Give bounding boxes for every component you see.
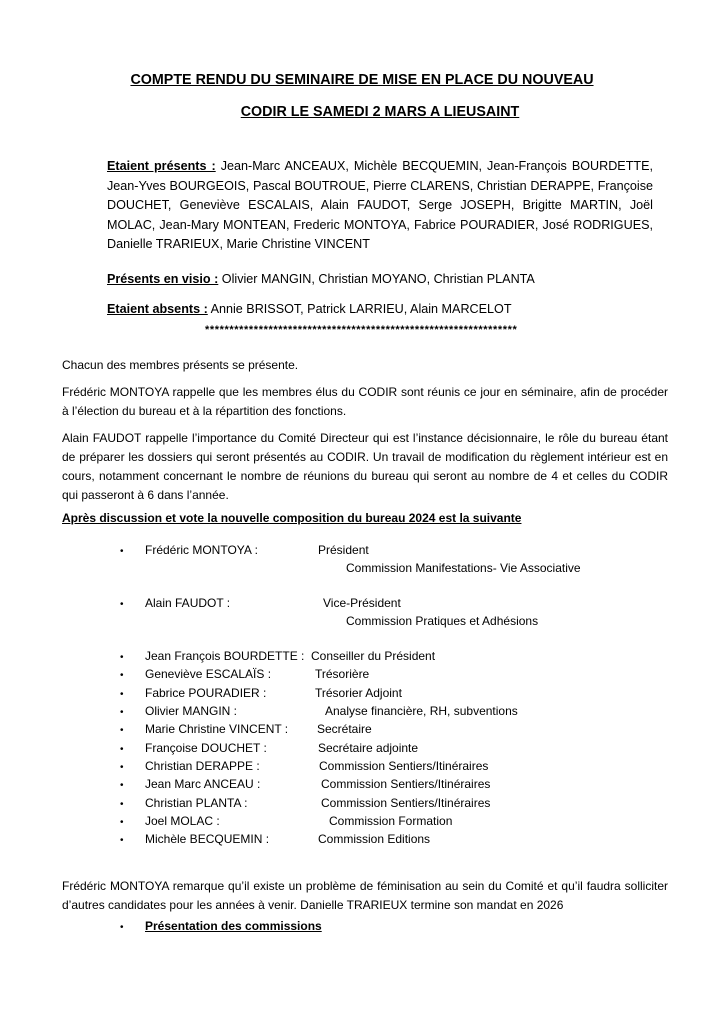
board-member-name: Marie Christine VINCENT : [145,722,289,736]
board-composition-heading: Après discussion et vote la nouvelle composition du bureau 2024 est la suivante [62,511,522,525]
board-member-role: Secrétaire adjointe [318,741,419,755]
board-member-role: Trésorier Adjoint [315,686,402,700]
bullet-icon: • [120,799,124,810]
paragraph-feminisation: Frédéric MONTOYA remarque qu’il existe un problème de féminisation au sein du Comité et qu’il faudra solliciter d’autres candidates pour les années à venir. Danielle TRARIEUX termine son mandat en 2026 [62,879,668,912]
board-member-name: Alain FAUDOT : [145,596,231,610]
board-member-role: Analyse financière, RH, subventions [325,704,518,718]
absent-attendees [107,302,512,316]
present-names: Jean-Marc ANCEAUX, Michèle BECQUEMIN, Jean-François BOURDETTE, Jean-Yves BOURGEOIS, Pascal BOUTROUE, Pierre CLARENS, Christian DERAPPE, Françoise DOUCHET, Geneviève ESCALAIS, Alain FAUDOT, Serge JOSEPH, Brigitte MARTIN, Joël MOLAC, Jean-Mary MONTEAN, Frederic MONTOYA, Fabrice POURADIER, José RODRIGUES, Danielle TRARIEUX, Marie Christine VINCENT [107,159,653,251]
bullet-icon: • [120,817,124,828]
board-member-name: Geneviève ESCALAÏS : [145,667,272,681]
board-member-role: Commission Editions [318,832,431,846]
bullet-icon: • [120,670,124,681]
bullet-icon: • [120,922,124,933]
board-member-role: Commission Formation [329,814,453,828]
document-title-line1: COMPTE RENDU DU SEMINAIRE DE MISE EN PLACE DU NOUVEAU [130,72,594,88]
board-member-name: Christian PLANTA : [145,796,248,810]
bullet-icon: • [120,652,124,663]
bullet-icon: • [120,546,124,557]
paragraph-seminar-purpose: Frédéric MONTOYA rappelle que les membres élus du CODIR sont réunis ce jour en séminaire, afin de procéder à l’élection du bureau et à la répartition des fonctions. [62,385,668,418]
board-member-role: Commission Sentiers/Itinéraires [321,796,491,810]
document-title-line2: CODIR LE SAMEDI 2 MARS A LIEUSAINT [240,104,520,120]
present-label: Etaient présents : [107,159,216,173]
board-member-role: Secrétaire [317,722,372,736]
commissions-presentation-item: Présentation des commissions [145,919,322,933]
bullet-icon: • [120,599,124,610]
board-member-commission: Commission Manifestations- Vie Associative [346,561,581,575]
paragraph-introductions: Chacun des membres présents se présente. [62,358,299,372]
board-member-name: Christian DERAPPE : [145,759,260,773]
board-member-name: Joel MOLAC : [145,814,220,828]
board-member-role: Vice-Président [323,596,401,610]
bullet-icon: • [120,689,124,700]
board-member-name: Frédéric MONTOYA : [145,543,258,557]
board-member-role: Président [318,543,369,557]
board-member-name: Françoise DOUCHET : [145,741,267,755]
board-member-name: Olivier MANGIN : [145,704,238,718]
board-member-commission: Commission Pratiques et Adhésions [346,614,539,628]
absent-label: Etaient absents : [107,302,208,316]
visio-label: Présents en visio : [107,272,219,286]
visio-attendees [107,272,535,286]
board-member-name: Jean Marc ANCEAU : [145,777,261,791]
board-member-name: Michèle BECQUEMIN : [145,832,270,846]
board-member-name: Fabrice POURADIER : [145,686,267,700]
present-attendees [107,157,653,255]
board-member-role: Conseiller du Président [311,649,436,663]
board-member-name: Jean François BOURDETTE : [145,649,305,663]
separator-line: **************************************************************** [205,324,518,336]
bullet-icon: • [120,725,124,736]
visio-names: Olivier MANGIN, Christian MOYANO, Christian PLANTA [218,272,535,286]
bullet-icon: • [120,780,124,791]
board-member-role: Commission Sentiers/Itinéraires [319,759,489,773]
bullet-icon: • [120,762,124,773]
paragraph-codir-importance: Alain FAUDOT rappelle l’importance du Comité Directeur qui est l’instance décisionnaire, le rôle du bureau étant de préparer les dossiers qui seront présentés au CODIR. Un travail de modification du règlement intérieur est en cours, notamment concernant le nombre de réunions du bureau qui seront au nombre de 4 et celles du CODIR qui passeront à 6 dans l’année. [62,431,668,502]
bullet-icon: • [120,744,124,755]
bullet-icon: • [120,835,124,846]
absent-names: Annie BRISSOT, Patrick LARRIEU, Alain MARCELOT [207,302,512,316]
board-member-role: Commission Sentiers/Itinéraires [321,777,491,791]
board-member-role: Trésorière [315,667,370,681]
bullet-icon: • [120,707,124,718]
